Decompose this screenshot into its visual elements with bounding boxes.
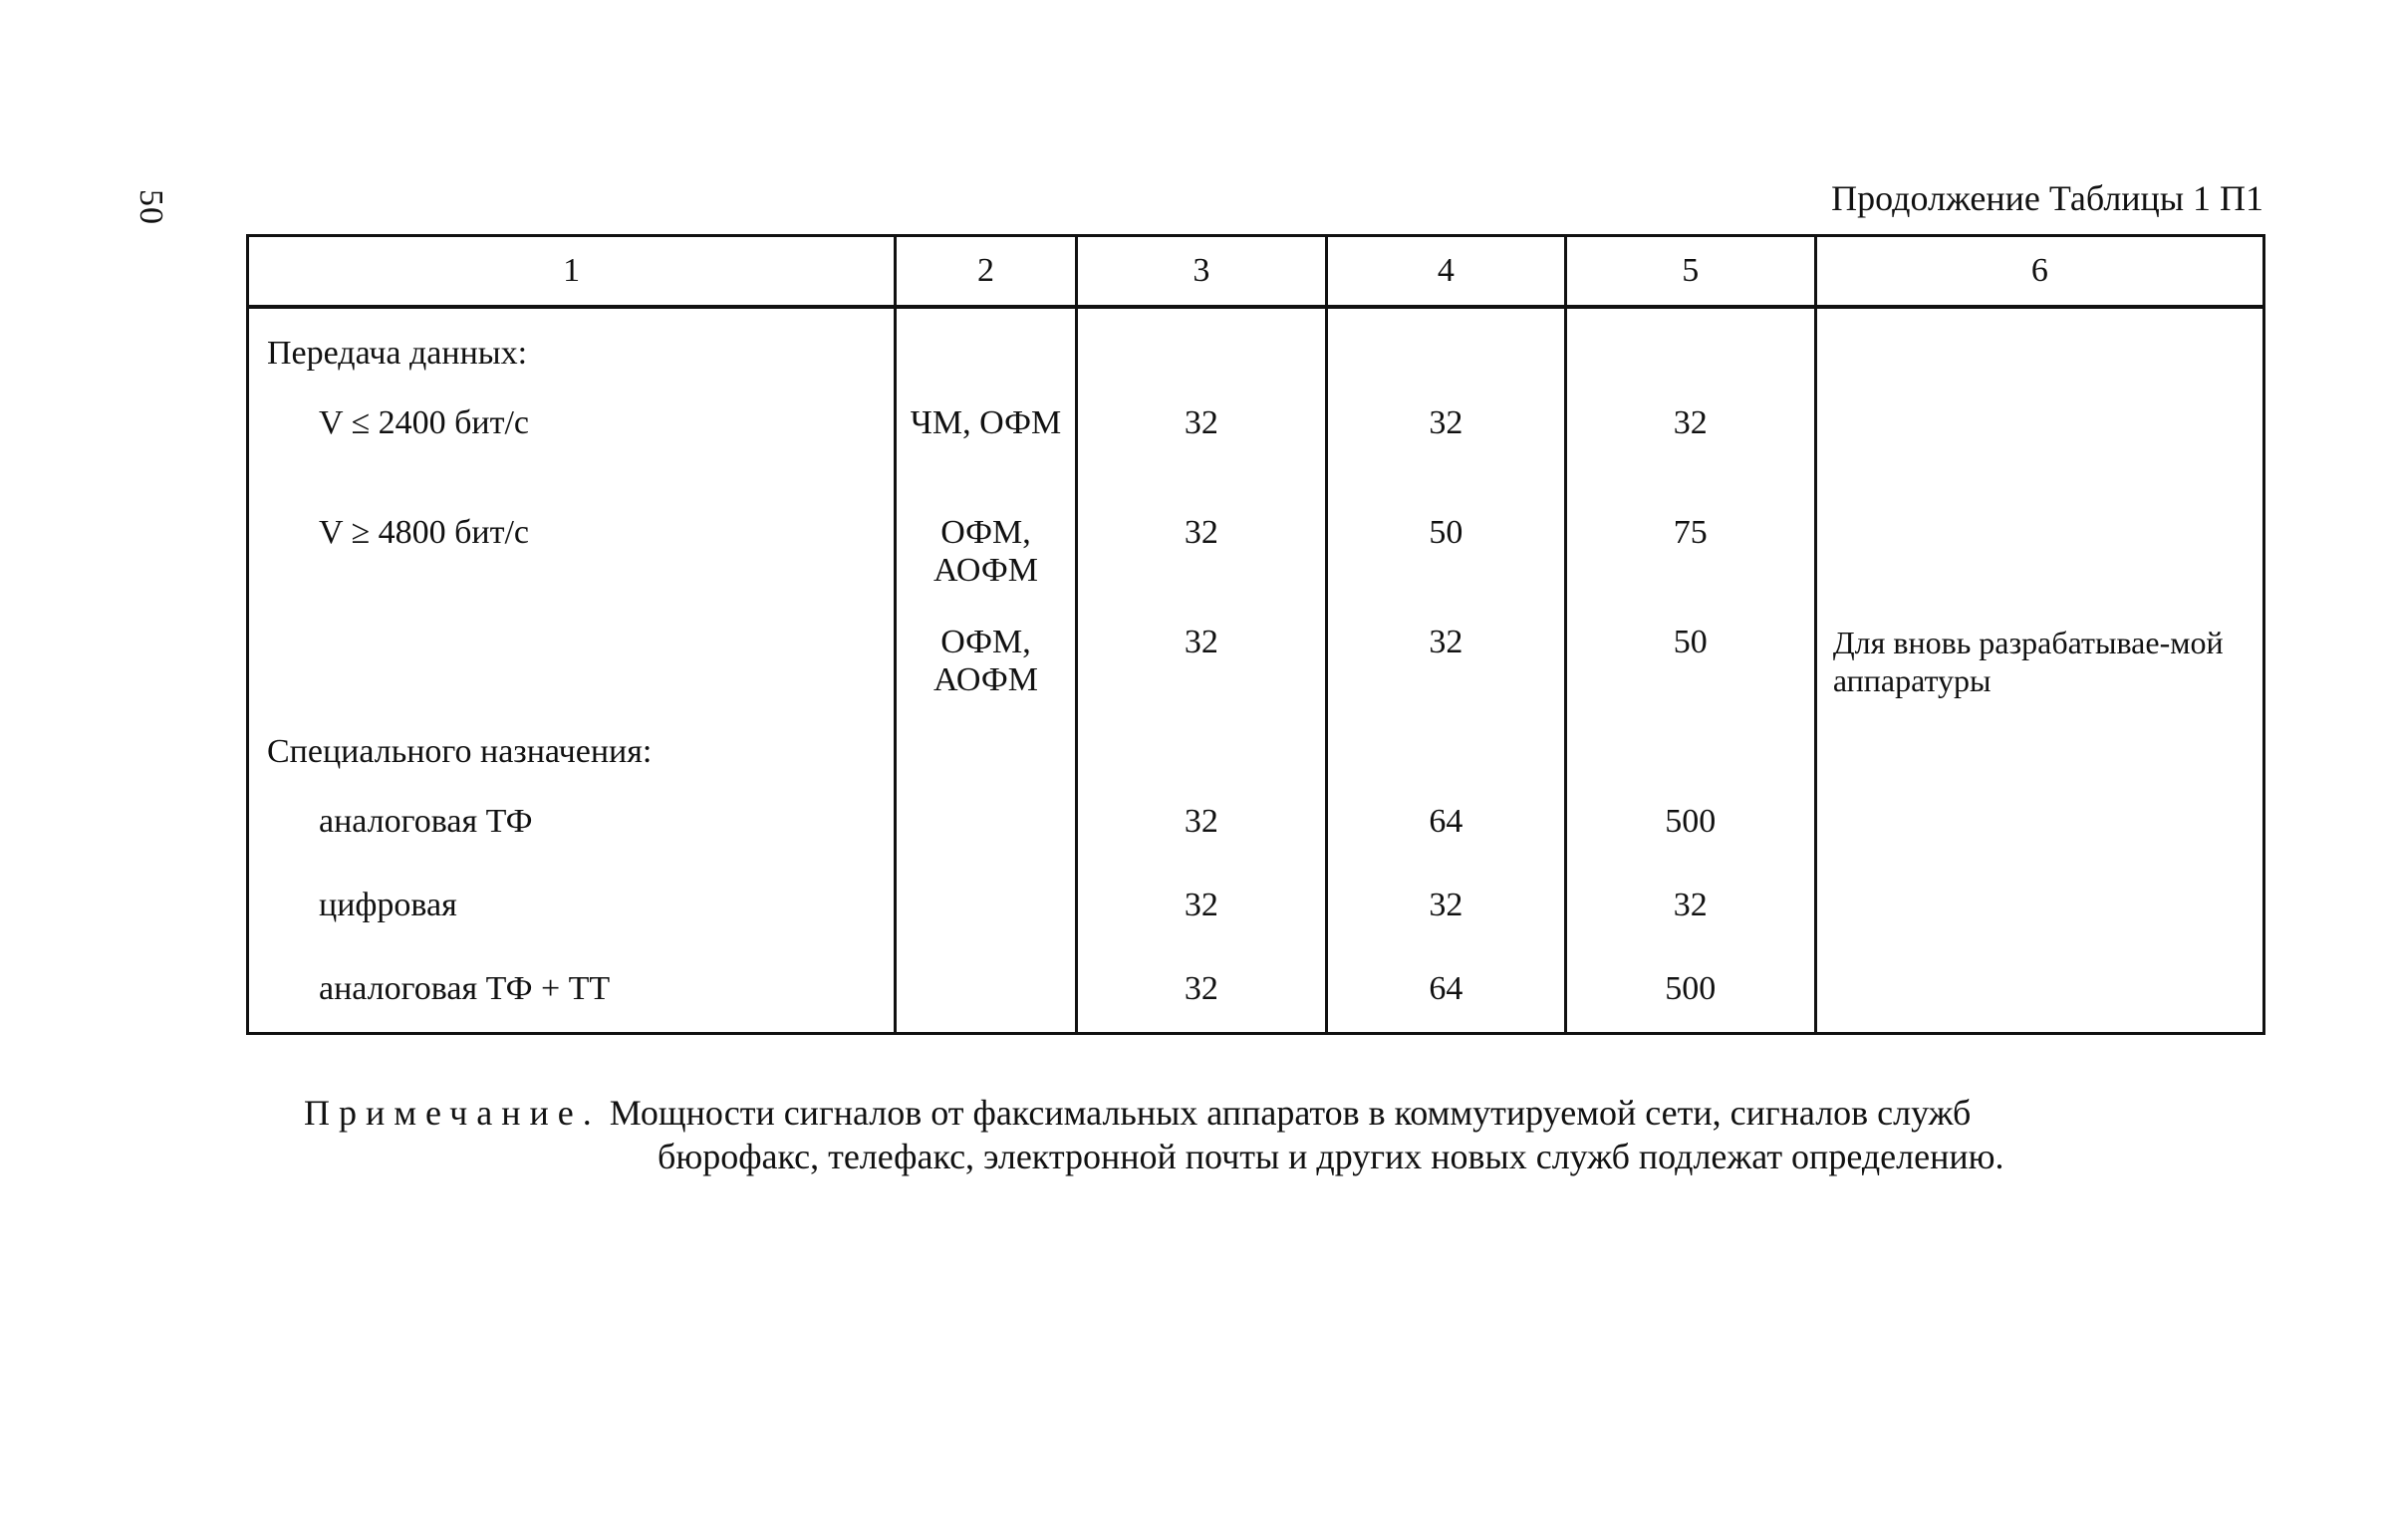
column-header: 1 (248, 236, 896, 308)
value-cell: 32 (1076, 803, 1326, 887)
value-cell: 32 (1076, 624, 1326, 707)
page-number: 50 (133, 189, 169, 225)
value-cell (1076, 707, 1326, 803)
column-header: 5 (1565, 236, 1815, 308)
value-cell: 50 (1326, 514, 1565, 624)
value-cell: 500 (1565, 803, 1815, 887)
table-caption: Продолжение Таблицы 1 П1 (1831, 178, 2263, 218)
item-cell: цифровая (248, 887, 896, 970)
value-cell (1565, 307, 1815, 404)
footnote-text-line2: бюрофакс, телефакс, электронной почты и других новых служб подлежат определению. (658, 1137, 2004, 1176)
value-cell: 50 (1565, 624, 1815, 707)
value-cell: 32 (1326, 404, 1565, 514)
value-cell: 32 (1326, 887, 1565, 970)
group-heading-cell: Передача данных: (248, 307, 896, 404)
note-cell (1815, 887, 2263, 970)
value-cell: 64 (1326, 970, 1565, 1034)
value-cell: 32 (1326, 624, 1565, 707)
value-cell: 32 (1565, 887, 1815, 970)
value-cell: 64 (1326, 803, 1565, 887)
modulation-cell: ЧМ, ОФМ (896, 404, 1077, 514)
note-cell (1815, 970, 2263, 1034)
value-cell: 32 (1565, 404, 1815, 514)
table-row (248, 624, 2264, 707)
note-cell (1815, 707, 2263, 803)
column-header: 6 (1815, 236, 2263, 308)
note-cell (1815, 404, 2263, 514)
table-row (248, 307, 2264, 404)
footnote (304, 1091, 2264, 1178)
table-row (248, 803, 2264, 887)
value-cell: 32 (1076, 887, 1326, 970)
modulation-cell (896, 307, 1077, 404)
value-cell: 32 (1076, 404, 1326, 514)
item-cell: аналоговая ТФ + ТТ (248, 970, 896, 1034)
value-cell: 32 (1076, 514, 1326, 624)
table-row (248, 970, 2264, 1034)
item-cell: V ≤ 2400 бит/с (248, 404, 896, 514)
group-heading-cell: Специального назначения: (248, 707, 896, 803)
table-row (248, 707, 2264, 803)
data-table (246, 234, 2265, 1035)
value-cell: 500 (1565, 970, 1815, 1034)
modulation-cell: ОФМ, АОФМ (896, 514, 1077, 624)
value-cell: 75 (1565, 514, 1815, 624)
value-cell (1565, 707, 1815, 803)
value-cell (1326, 307, 1565, 404)
column-header: 4 (1326, 236, 1565, 308)
item-cell: аналоговая ТФ (248, 803, 896, 887)
table-header-row (248, 236, 2264, 308)
item-cell: V ≥ 4800 бит/с (248, 514, 896, 624)
table-row (248, 404, 2264, 514)
value-cell: 32 (1076, 970, 1326, 1034)
modulation-cell (896, 887, 1077, 970)
item-cell (248, 624, 896, 707)
note-cell (1815, 307, 2263, 404)
modulation-cell (896, 970, 1077, 1034)
column-header: 3 (1076, 236, 1326, 308)
footnote-text-line1: Мощности сигналов от факсимальных аппаратов в коммутируемой сети, сигналов служб (609, 1093, 1972, 1133)
table-row (248, 514, 2264, 624)
modulation-cell (896, 707, 1077, 803)
value-cell (1076, 307, 1326, 404)
note-cell (1815, 803, 2263, 887)
value-cell (1326, 707, 1565, 803)
modulation-cell (896, 803, 1077, 887)
column-header: 2 (896, 236, 1077, 308)
footnote-label: Примечание. (304, 1093, 601, 1133)
table-row (248, 887, 2264, 970)
note-cell: Для вновь разрабатывае-мой аппаратуры (1815, 624, 2263, 707)
note-cell (1815, 514, 2263, 624)
modulation-cell: ОФМ, АОФМ (896, 624, 1077, 707)
